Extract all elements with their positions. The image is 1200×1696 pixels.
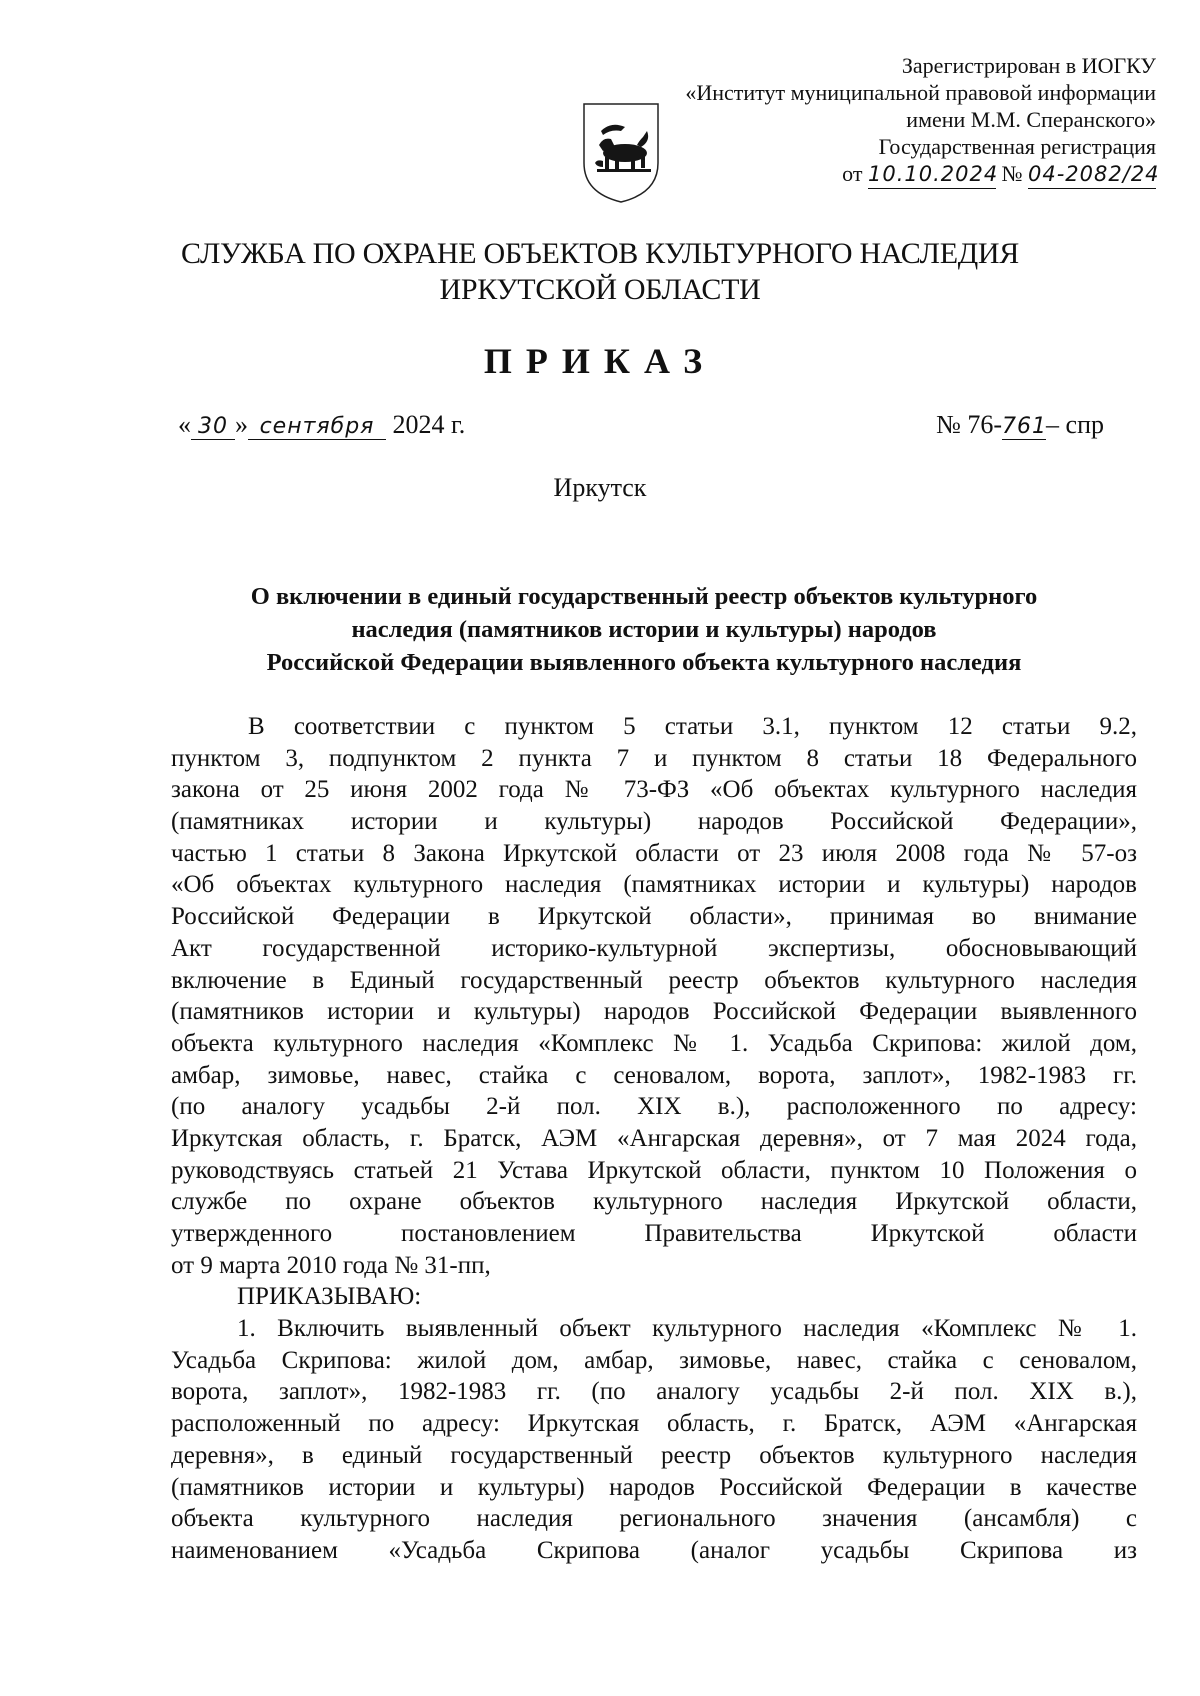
order-city: Иркутск (553, 473, 647, 502)
date-open-quote: « (178, 410, 191, 439)
body-line: (по аналогу усадьбы 2-й пол. XIX в.), расположенного по адресу: (171, 1093, 1137, 1121)
body-line: Иркутская область, г. Братск, АЭМ «Ангарская деревня», от 7 мая 2024 года, (171, 1124, 1137, 1152)
body-line: включение в Единый государственный реестр объектов культурного наследия (171, 966, 1137, 994)
body-line: службе по охране объектов культурного наследия Иркутской области, (171, 1188, 1137, 1216)
body-line: В соответствии с пунктом 5 статьи 3.1, пунктом 12 статьи 9.2, (248, 713, 1137, 740)
order-body (171, 711, 1137, 1567)
order-date (178, 410, 465, 440)
registration-line-3: имени М.М. Сперанского» (906, 107, 1156, 132)
registration-line-2: «Институт муниципальной правовой информации (685, 80, 1156, 105)
order-number (936, 410, 1104, 440)
agency-name (0, 236, 1200, 308)
registration-stamp (636, 52, 1160, 189)
order-year: 2024 г. (392, 410, 466, 439)
body-line: закона от 25 июня 2002 года № 73-ФЗ «Об объектах культурного наследия (171, 776, 1137, 804)
body-line: руководствуясь статьей 21 Устава Иркутской области, пунктом 10 Положения о (171, 1156, 1137, 1184)
clause-1-line: расположенный по адресу: Иркутская область, г. Братск, АЭМ «Ангарская (171, 1410, 1137, 1438)
clause-1-line: Усадьба Скрипова: жилой дом, амбар, зимовье, навес, стайка с сеновалом, (171, 1346, 1137, 1374)
agency-line-2: ИРКУТСКОЙ ОБЛАСТИ (439, 273, 761, 306)
order-number-prefix: № 76- (936, 410, 1003, 439)
clause-1-line: (памятников истории и культуры) народов Российской Федерации в качестве (171, 1473, 1137, 1501)
order-day-handwritten: 30 (191, 414, 235, 440)
body-line: (памятниках истории и культуры) народов Российской Федерации», (171, 808, 1137, 836)
body-line: «Об объектах культурного наследия (памятниках истории и культуры) народов (171, 871, 1137, 899)
order-month-handwritten: сентября (248, 414, 386, 440)
date-close-quote: » (235, 410, 248, 439)
registration-date-line (636, 160, 1160, 189)
body-line: амбар, зимовье, навес, стайка с сеновалом, ворота, заплот», 1982-1983 гг. (171, 1061, 1137, 1089)
body-line: Акт государственной историко-культурной экспертизы, обосновывающий (171, 934, 1137, 962)
order-number-handwritten: 761 (1002, 414, 1048, 439)
subject-line-2: наследия (памятников истории и культуры) народов (351, 616, 937, 643)
clause-1-line: 1. Включить выявленный объект культурного наследия «Комплекс № 1. (237, 1315, 1137, 1343)
registration-date-prefix: от (842, 161, 863, 186)
registration-number-prefix: № (1001, 161, 1023, 186)
registration-number-handwritten: 04-2082/24 (1028, 161, 1156, 189)
registration-line-1: Зарегистрирован в ИОГКУ (901, 53, 1156, 78)
body-line: Российской Федерации в Иркутской области», принимая во внимание (171, 903, 1137, 931)
registration-date-handwritten: 10.10.2024 (868, 161, 996, 189)
order-number-suffix: – спр (1046, 410, 1104, 439)
clause-1-line: деревня», в единый государственный реестр объектов культурного наследия (171, 1441, 1137, 1469)
body-line: (памятников истории и культуры) народов Российской Федерации выявленного (171, 998, 1137, 1026)
order-title: ПРИКАЗ (483, 341, 717, 381)
body-line: пунктом 3, подпунктом 2 пункта 7 и пунктом 8 статьи 18 Федерального (171, 744, 1137, 772)
irkutsk-coat-of-arms-icon (581, 101, 661, 205)
subject-line-3: Российской Федерации выявленного объекта культурного наследия (266, 649, 1022, 676)
clause-1-line: наименованием «Усадьба Скрипова (аналог усадьбы Скрипова из (171, 1536, 1137, 1564)
body-line: частью 1 статьи 8 Закона Иркутской области от 23 июля 2008 года № 57-оз (171, 839, 1137, 867)
subject-line-1: О включении в единый государственный реестр объектов культурного (250, 583, 1038, 610)
clause-1-line: ворота, заплот», 1982-1983 гг. (по аналогу усадьбы 2-й пол. XIX в.), (171, 1378, 1137, 1406)
agency-line-1: СЛУЖБА ПО ОХРАНЕ ОБЪЕКТОВ КУЛЬТУРНОГО НАСЛЕДИЯ (181, 237, 1019, 270)
body-line: объекта культурного наследия «Комплекс № 1. Усадьба Скрипова: жилой дом, (171, 1029, 1137, 1057)
order-directive: ПРИКАЗЫВАЮ: (237, 1283, 422, 1311)
body-line: утвержденного постановлением Правительства Иркутской области (171, 1220, 1137, 1247)
order-subject (160, 580, 1128, 679)
clause-1-line: объекта культурного наследия регионального значения (ансамбля) с (171, 1505, 1137, 1533)
registration-line-4: Государственная регистрация (878, 134, 1156, 159)
body-line: от 9 марта 2010 года № 31-пп, (171, 1251, 491, 1279)
